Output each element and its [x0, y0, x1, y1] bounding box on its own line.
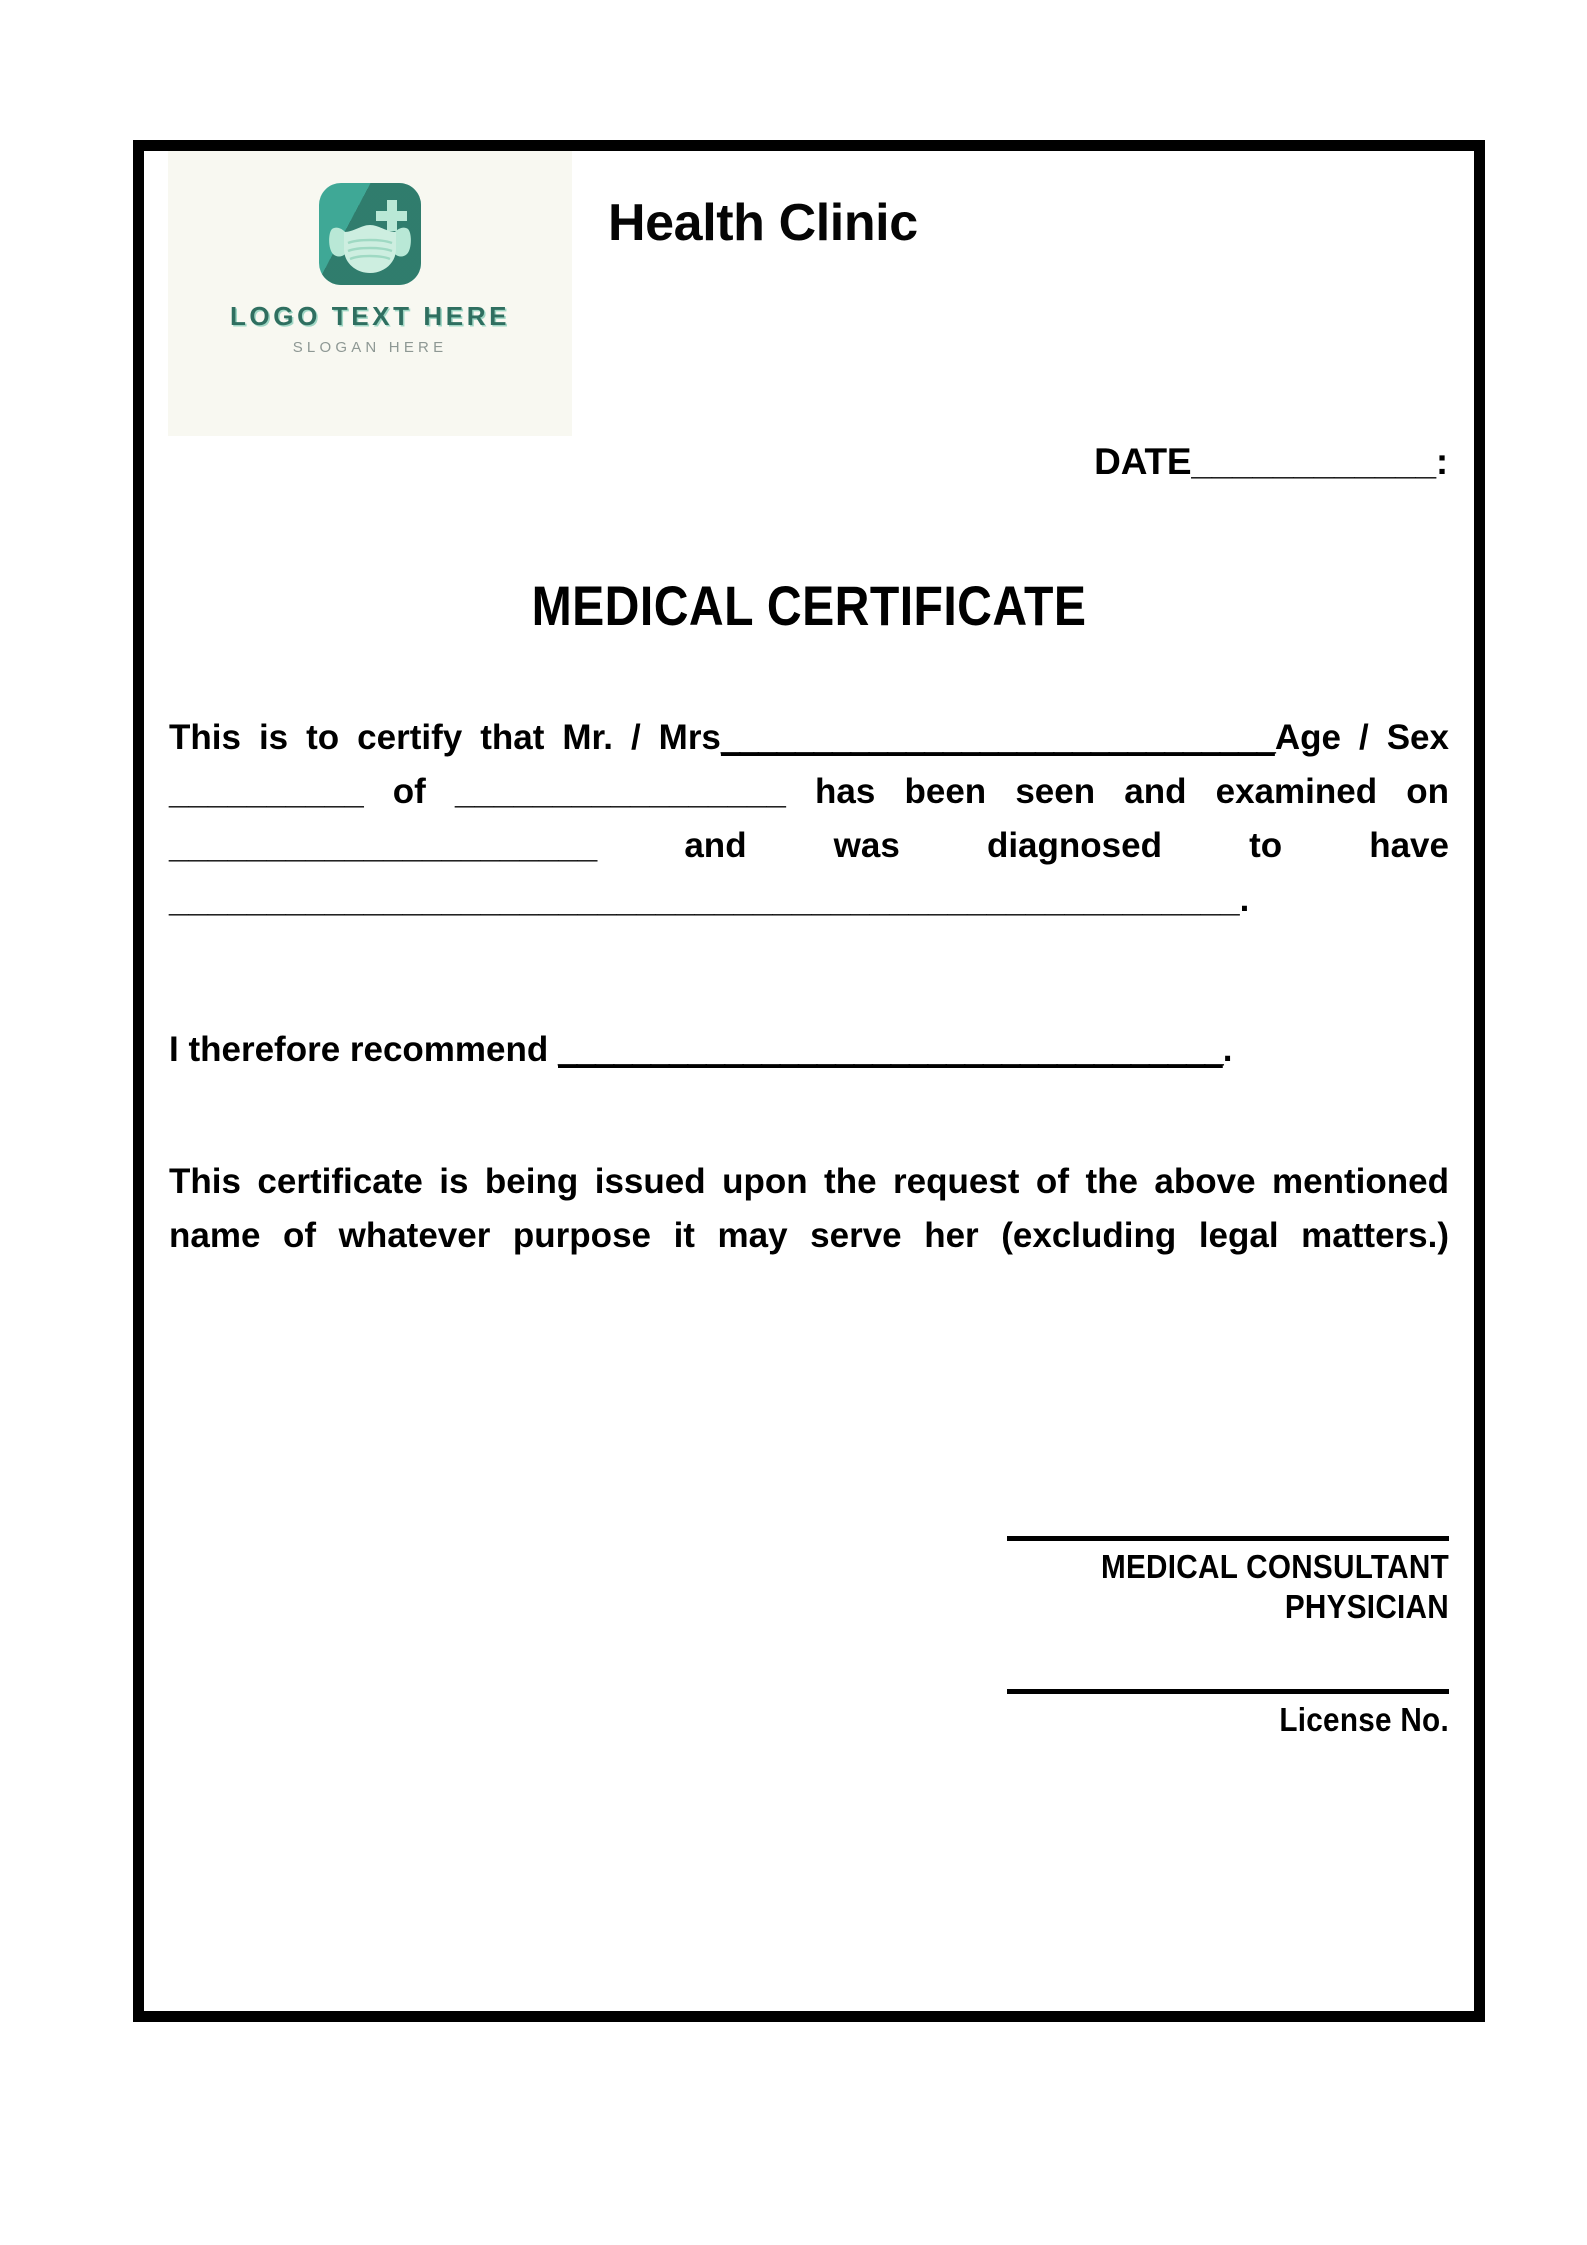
certificate-header — [144, 151, 1474, 446]
certificate-body — [169, 711, 1449, 1317]
signature-area — [169, 1536, 1449, 1740]
certify-rest-text: Age / Sex __________ of _________________ has been seen and examined on ______________________ and was diagnosed to have _______________________________________________________. — [169, 718, 1449, 919]
certify-paragraph — [169, 711, 1449, 981]
recommend-label: I therefore recommend — [169, 1030, 558, 1069]
certificate-frame — [133, 140, 1485, 2022]
consultant-signature-group — [169, 1536, 1449, 1627]
logo-slogan: SLOGAN HERE — [292, 339, 448, 356]
recommend-paragraph — [169, 1023, 1449, 1077]
recommend-period: . — [1222, 1030, 1233, 1069]
patient-name-blank[interactable]: ______________________________ — [720, 718, 1275, 757]
license-group — [169, 1689, 1449, 1740]
spacer — [169, 1077, 1449, 1155]
face-mask-icon — [328, 223, 412, 275]
clinic-name: Health Clinic — [608, 194, 918, 252]
spacer — [169, 1627, 1449, 1689]
recommendation-blank[interactable]: ____________________________________ — [558, 1030, 1223, 1069]
certificate-content — [144, 151, 1474, 2011]
license-label: License No. — [1279, 1701, 1449, 1738]
consultant-title-line-1: MEDICAL CONSULTANT — [1100, 1548, 1449, 1585]
consultant-title-line-2: PHYSICIAN — [1284, 1588, 1449, 1625]
clinic-logo-block — [168, 151, 572, 436]
document-title: MEDICAL CERTIFICATE — [531, 574, 1087, 637]
date-field-label[interactable]: DATE____________: — [1094, 441, 1448, 482]
spacer — [169, 981, 1449, 1023]
license-number-line[interactable] — [1007, 1689, 1449, 1694]
medical-mask-cross-icon — [319, 183, 421, 285]
logo-text: LOGO TEXT HERE — [229, 301, 511, 331]
consultant-signature-line[interactable] — [1007, 1536, 1449, 1541]
certify-intro-text: This is to certify that Mr. / Mrs — [169, 718, 721, 757]
issuance-paragraph: This certificate is being issued upon the request of the above mentioned name of whatever purpose it may serve her (excluding legal matters.) — [169, 1162, 1449, 1255]
